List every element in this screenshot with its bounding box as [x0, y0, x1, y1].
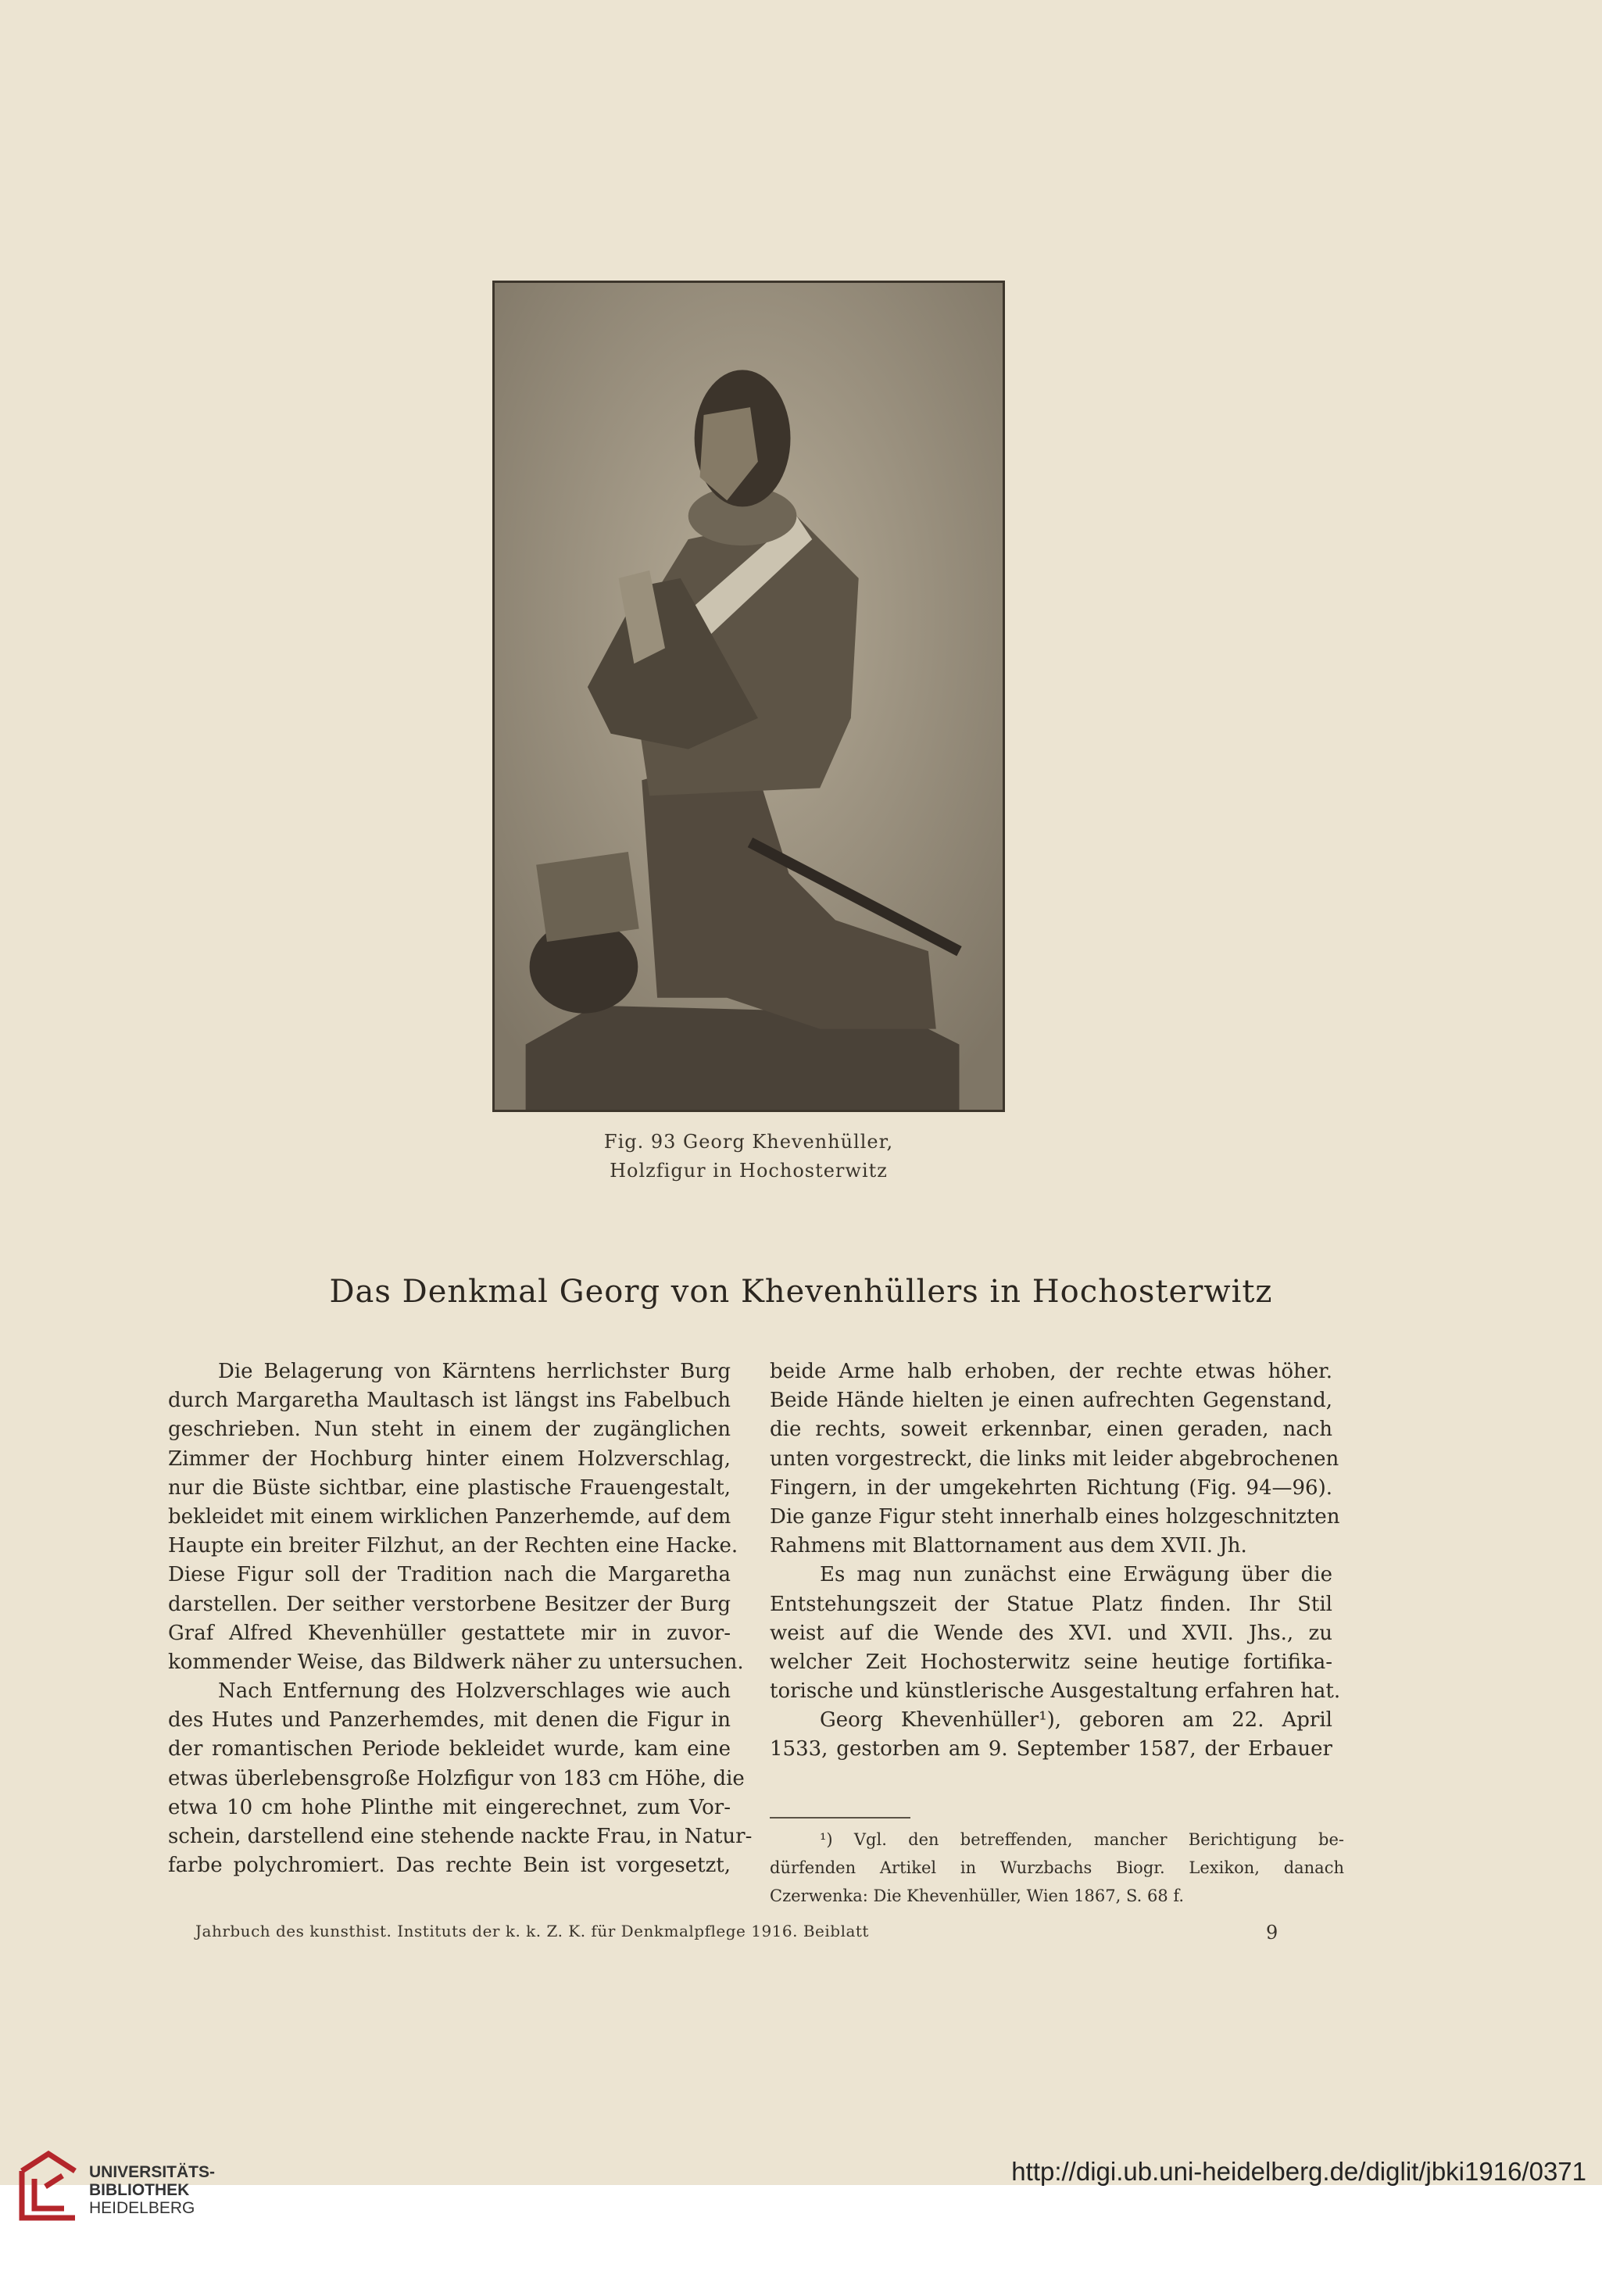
- library-logo-icon: [16, 2148, 81, 2224]
- text-line: des Hutes und Panzerhemdes, mit denen die Figur in: [168, 1708, 731, 1733]
- text-line: Die Belagerung von Kärntens herrlichster Burg: [218, 1360, 731, 1383]
- library-name-line-2: BIBLIOTHEK: [89, 2181, 190, 2199]
- text-line: die rechts, soweit erkennbar, einen geraden, nach: [770, 1418, 1332, 1442]
- library-name-line-3: HEIDELBERG: [89, 2199, 195, 2217]
- text-line: farbe polychromiert. Das rechte Bein ist vorgesetzt,: [168, 1854, 731, 1878]
- article-title: Das Denkmal Georg von Khevenhüllers in Hochosterwitz: [329, 1274, 1273, 1310]
- text-line: etwa 10 cm hohe Plinthe mit eingerechnet, zum Vor-: [168, 1795, 731, 1819]
- page-number: 9: [1266, 1922, 1278, 1944]
- running-footer: Jahrbuch des kunsthist. Instituts der k. k. Z. K. für Denkmalpflege 1916. Beiblatt: [195, 1922, 869, 1940]
- text-line: Rahmens mit Blattornament aus dem XVII. Jh.: [770, 1534, 1247, 1558]
- text-line: Haupte ein breiter Filzhut, an der Rechten eine Hacke.: [168, 1534, 738, 1558]
- text-line: 1533, gestorben am 9. September 1587, der Erbauer: [770, 1737, 1332, 1761]
- text-line: schein, darstellend eine stehende nackte Frau, in Natur-: [168, 1825, 753, 1848]
- viewer-footer-bar: [0, 2185, 1602, 2296]
- text-line: geschrieben. Nun steht in einem der zugänglichen: [168, 1418, 731, 1442]
- library-name[interactable]: [89, 2163, 215, 2217]
- text-line: etwas überlebensgroße Holzfigur von 183 cm Höhe, die: [168, 1766, 745, 1790]
- text-line: Diese Figur soll der Tradition nach die Margaretha: [168, 1563, 731, 1587]
- text-line: Nach Entfernung des Holzverschlages wie auch: [218, 1679, 731, 1704]
- text-line: darstellen. Der seither verstorbene Besitzer der Burg: [168, 1592, 731, 1616]
- text-line: kommender Weise, das Bildwerk näher zu untersuchen.: [168, 1650, 744, 1674]
- text-line: durch Margaretha Maultasch ist längst ins Fabelbuch: [168, 1389, 731, 1413]
- text-line: bekleidet mit einem wirklichen Panzerhemde, auf dem: [168, 1504, 731, 1529]
- text-line: beide Arme halb erhoben, der rechte etwas höher.: [770, 1360, 1332, 1383]
- footnote-divider: [770, 1817, 910, 1819]
- text-line: Entstehungszeit der Statue Platz finden. Ihr Stil: [770, 1592, 1332, 1616]
- library-name-line-1: UNIVERSITÄTS-: [89, 2163, 216, 2181]
- figure-caption-line-2: Holzfigur in Hochosterwitz: [610, 1160, 888, 1182]
- footnote-line: ¹) Vgl. den betreffenden, mancher Berichtigung be-: [820, 1830, 1344, 1849]
- text-line: Graf Alfred Khevenhüller gestattete mir in zuvor-: [168, 1621, 731, 1645]
- text-line: Es mag nun zunächst eine Erwägung über die: [820, 1563, 1332, 1587]
- text-line: Zimmer der Hochburg hinter einem Holzverschlag,: [168, 1447, 731, 1471]
- statue-illustration: [495, 283, 1003, 1110]
- text-line: Die ganze Figur steht innerhalb eines holzgeschnitzten: [770, 1504, 1340, 1529]
- footnote: [770, 1826, 1344, 1910]
- footnote-line: Czerwenka: Die Khevenhüller, Wien 1867, S. 68 f.: [770, 1887, 1185, 1905]
- figure-photo-knight-statue: [492, 281, 1005, 1112]
- text-line: der romantischen Periode bekleidet wurde, kam eine: [168, 1737, 731, 1761]
- text-line: nur die Büste sichtbar, eine plastische Frauengestalt,: [168, 1475, 731, 1500]
- left-column: [168, 1357, 753, 1880]
- right-column: [770, 1357, 1341, 1765]
- text-line: torische und künstlerische Ausgestaltung erfahren hat.: [770, 1679, 1341, 1704]
- footnote-line: dürfenden Artikel in Wurzbachs Biogr. Lexikon, danach: [770, 1858, 1344, 1877]
- text-line: welcher Zeit Hochosterwitz seine heutige fortifika-: [770, 1650, 1332, 1674]
- figure-caption-line-1: Fig. 93 Georg Khevenhüller,: [603, 1131, 894, 1153]
- text-line: weist auf die Wende des XVI. und XVII. Jhs., zu: [770, 1621, 1332, 1645]
- text-line: Fingern, in der umgekehrten Richtung (Fig. 94—96).: [770, 1475, 1332, 1500]
- source-url-link[interactable]: http://digi.ub.uni-heidelberg.de/diglit/jbki1916/0371: [1011, 2157, 1586, 2186]
- text-line: Beide Hände hielten je einen aufrechten Gegenstand,: [770, 1389, 1332, 1413]
- text-line: unten vorgestreckt, die links mit leider abgebrochenen: [770, 1447, 1339, 1471]
- text-line: Georg Khevenhüller¹), geboren am 22. April: [820, 1708, 1332, 1733]
